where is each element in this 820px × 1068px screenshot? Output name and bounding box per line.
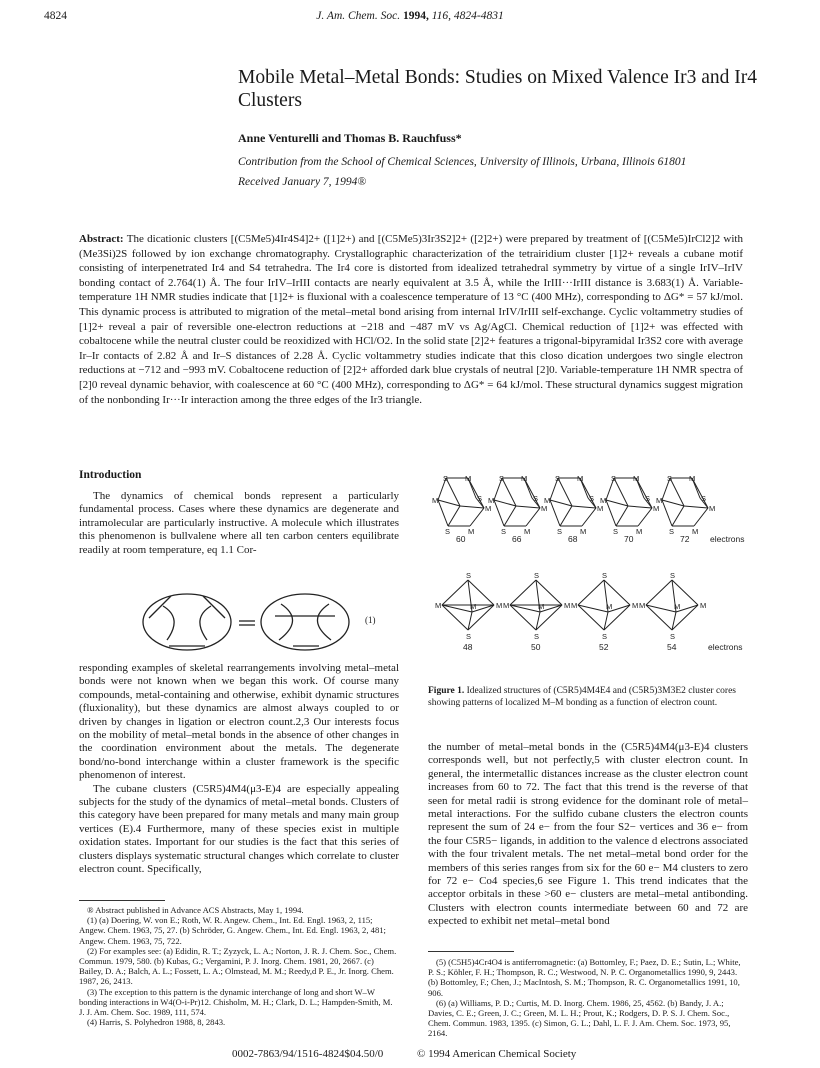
cubane-edge — [672, 506, 684, 526]
cubane-edge — [438, 500, 460, 506]
introduction-heading: Introduction — [79, 469, 142, 481]
footnote-rule-left — [79, 900, 165, 901]
cubane-edge — [606, 500, 616, 526]
atom-label-metal: M — [465, 474, 472, 483]
figure-1-label: Figure 1. — [428, 686, 465, 696]
atom-label-sulfur: S — [669, 527, 675, 536]
electron-count-label: 66 — [512, 534, 522, 544]
issn-code: 0002-7863/94/1516-4824$04.50/0 — [232, 1048, 384, 1060]
electron-count-label: 68 — [568, 534, 578, 544]
bipyramid-edge — [646, 605, 672, 630]
cubane-edge — [550, 500, 572, 506]
atom-label-metal: M — [709, 504, 716, 513]
cubane-edge — [662, 500, 684, 506]
atom-label-metal: M — [496, 601, 503, 610]
atom-label-sulfur: S — [667, 474, 673, 483]
atom-label-sulfur: S — [701, 494, 707, 503]
bipyramid-edge — [510, 605, 536, 630]
bullvalene-left-bond-1 — [163, 606, 174, 640]
cubane-edge — [448, 506, 460, 526]
footnote: (1) (a) Doering, W. von E.; Roth, W. R. Angew. Chem., Int. Ed. Engl. 1963, 2, 115; Angew. Chem. 1963, 75, 27. (b) Schröder, G. Angew. Chem., Int. Ed. Engl. 1963, 2, 481; Angew. Chem. 1963, 75, 722. — [79, 915, 386, 946]
atom-label-sulfur: S — [501, 527, 507, 536]
atom-label-metal: M — [689, 474, 696, 483]
electron-count-label: 50 — [531, 642, 541, 652]
cubane-edge — [438, 500, 448, 526]
electron-count-label: 72 — [680, 534, 690, 544]
cubane-edge — [494, 500, 516, 506]
atom-label-sulfur: S — [589, 494, 595, 503]
cubane-edge — [616, 506, 628, 526]
atom-label-sulfur: S — [477, 494, 483, 503]
footnote: (5) (C5H5)4Cr4O4 is antiferromagnetic: (a) Bottomley, F.; Paez, D. E.; Sutin, L.; White, P. S.; Köhler, F. H.; Thompson, R. C.; Westwood, N. P. C. Organometallics 1990, 9, 2443. (b) Bottomley, F.; Chen, J.; MacIntosh, S. M.; Thompson, R. C. Organometallics 1991, 10, 906. — [428, 957, 741, 998]
cubane-edge — [662, 500, 672, 526]
atom-label-metal: M — [633, 474, 640, 483]
cubane-edge — [550, 500, 560, 526]
page-number: 4824 — [44, 10, 67, 22]
bipyramid-edge — [578, 605, 604, 630]
electron-unit-label: electrons — [710, 534, 745, 544]
journal-volume: 116, — [431, 10, 451, 22]
journal-reference: J. Am. Chem. Soc. 1994, 116, 4824-4831 — [316, 10, 504, 22]
bullvalene-left-bond-2 — [200, 606, 211, 640]
atom-label-sulfur: S — [533, 494, 539, 503]
journal-year: 1994, — [402, 10, 429, 22]
atom-label-sulfur: S — [645, 494, 651, 503]
equation-1 — [79, 588, 399, 656]
bipyramid-edge — [510, 580, 536, 605]
received-date: Received January 7, 1994® — [238, 176, 367, 188]
cubane-edge — [628, 506, 652, 508]
cubane-edge — [526, 508, 540, 526]
atom-label-metal: M — [524, 527, 531, 536]
article-affiliation: Contribution from the School of Chemical Sciences, University of Illinois, Urbana, Illinois 61801 — [238, 156, 687, 168]
footnote: (2) For examples see: (a) Edidin, R. T.; Zyzyck, L. A.; Norton, J. R. J. Chem. Soc., Chem. Commun. 1979, 580. (b) Kubas, G.; Vergamini, P. J. Inorg. Chem. 1981, 20, 2667. (c) Bailey, D. A.; Balch, A. L.; Fossett, L. A.; Olmstead, M. M.; Reedy,d P. E., Jr. Inorg. Chem. 1987, 26, 2413. — [79, 945, 397, 987]
atom-label-metal: M — [700, 601, 707, 610]
atom-label-metal: M — [538, 602, 545, 611]
atom-label-sulfur: S — [555, 474, 561, 483]
atom-label-sulfur: S — [611, 474, 617, 483]
cubane-edge — [638, 508, 652, 526]
cubane-edge — [516, 506, 540, 508]
atom-label-sulfur: S — [602, 571, 608, 580]
intro-paragraph-3: The cubane clusters (C5R5)4M4(μ3-E)4 are especially appealing subjects for the study of the dynamics of metal–metal bonds. Clusters of this category have been prepared for many metals and many main group vertices (E).4 Furthermore, many of these species exist in multiple oxidation states. Important for our studies is the fact that this series of clusters displays systematic structural changes which correlate to cluster electron count. Specifically, — [79, 782, 399, 876]
electron-count-label: 70 — [624, 534, 634, 544]
electron-count-label: 48 — [463, 642, 473, 652]
page-footer — [0, 1048, 820, 1064]
atom-label-metal: M — [580, 527, 587, 536]
atom-label-metal: M — [470, 602, 477, 611]
bipyramid-edge — [646, 605, 676, 612]
cubane-edge — [470, 508, 484, 526]
electron-count-label: 54 — [667, 642, 677, 652]
intro-paragraph-4: the number of metal–metal bonds in the (C5R5)4M4(μ3-E)4 clusters corresponds well, but not perfectly,5 with cluster electron count. In general, the intermetallic distances increase as the cluster electron count increases from 60 to 72. The fact that this trend is the reverse of that seen for metal radii is strong evidence for the dominant role of metal–metal interactions. For the sulfido cubane clusters the electron counts represent the sum of 24 e− from the four S2− vertices and 36 e− from the four C5R5− ligands, in addition to the valence d electrons associated with the four trivalent metals. The net metal–metal bond order for the members of this series ranges from six for the 60 e− M4 clusters to zero for 72 e− Co4 species,6 see Figure 1. This trend indicates that the acceptor orbitals in these >60 e− clusters are metal–metal antibonding. Clusters with electron counts intermediate between 60 and 72 are expected to exhibit net metal–metal bond — [428, 741, 748, 928]
atom-label-metal: M — [606, 602, 613, 611]
cubane-edge — [446, 478, 460, 506]
bullvalene-left-outline — [143, 594, 231, 650]
cubane-edge — [582, 508, 596, 526]
atom-label-metal: M — [692, 527, 699, 536]
copyright-notice: © 1994 American Chemical Society — [417, 1048, 577, 1060]
atom-label-metal: M — [653, 504, 660, 513]
intro-paragraph-2: responding examples of skeletal rearrangements involving metal–metal bonds were not known when we began this work. Of course many compounds, metal-containing and otherwise, exhibit dynamic structures (fluxionality), but these dynamics are almost always coupled to or driven by changes in ligation or electron count.2,3 Our interests focus on the mobility of metal–metal bonds in the absence of other changes in the coordination environment about the metals. The degenerate bond/no-bond interchange within a cluster framework is the specific phenomenon of interest. The cubane clusters (C5R5)4M4(μ3-E)4 are especially appealing subjects for the study of the dynamics of metal–metal bonds. Clusters of this category have been prepared for many metals and many main group vertices (E).4 Furthermore, many of these species exist in multiple oxidation states. Important for our studies is the fact that this series of clusters displays systematic structural changes which correlate to cluster electron count. Specifically, — [79, 662, 399, 876]
atom-label-metal: M — [571, 601, 578, 610]
atom-label-sulfur: S — [499, 474, 505, 483]
cubane-edge — [694, 508, 708, 526]
cubane-edge — [572, 506, 596, 508]
intro-paragraph-1: The dynamics of chemical bonds represent a particularly fundamental process. Cases where these dynamics are degenerate and intramolecular are particularly instructive. A molecule which illustrates this phenomenon is bullvalene where all ten carbon centers equilibrate readily at room temperature, eq 1.1 Cor- — [79, 490, 399, 556]
atom-label-metal: M — [656, 496, 663, 505]
atom-label-sulfur: S — [466, 632, 472, 641]
bipyramid-edge — [510, 605, 540, 612]
atom-label-metal: M — [636, 527, 643, 536]
atom-label-metal: M — [432, 496, 439, 505]
article-authors: Anne Venturelli and Thomas B. Rauchfuss* — [238, 131, 462, 145]
figure-1 — [428, 468, 748, 668]
journal-pages: 4824-4831 — [453, 10, 504, 22]
abstract-text: The dicationic clusters [(C5Me5)4Ir4S4]2+ ([1]2+) and [(C5Me5)3Ir3S2]2+ ([2]2+) were prepared by treatment of [(C5Me5)IrCl2]2 with (Me3Si)2S followed by ion exchange chromatography. Crystallographic characterization of the tetrairidium cluster [1]2+ reveals a cubane motif consisting of interpenetrated Ir4 and S4 tetrahedra. The Ir4 core is distorted from idealized tetrahedral symmetry by virtue of a single IrIV–IrIV bonding contact of 2.764(1) Å. The four IrIV–IrIII contacts are nearly equivalent at 3.5 Å, while the IrIII···IrIII distance is 3.683(1) Å. Variable-temperature 1H NMR studies indicate that [1]2+ is fluxional with a coalescence temperature of 13 °C (400 MHz), corresponding to ΔG* = 57 kJ/mol. This dynamic process is attributed to migration of the metal–metal bond arising from internal IrIV/IrIII self-exchange. Cyclic voltammetry studies of [1]2+ reveal a pair of reversible one-electron reductions at −218 and −487 mV vs Ag/AgCl. Chemical reduction of [1]2+ was effected with cobaltocene while the neutral cluster could be reoxidized with HCl/O2. In the solid state [2]2+ features a trigonal-bipyramidal Ir3S2 core with average Ir–Ir contacts of 2.82 Å and Ir–S distances of 2.28 Å. Cyclic voltammetry studies indicate that this closo dication undergoes two single electron reductions at −712 and −993 mV. Cobaltocene reduction of [2]2+ afforded dark blue crystals of neutral [2]0. Variable-temperature 1H NMR spectra of [2]0 reveal dynamic behavior, with coalescence at 60 °C (400 MHz), corresponding to ΔG* = 64 kJ/mol. These structural dynamics suggest migration of the nonbonding Ir···Ir interaction among the three edges of the Ir3 triangle. — [79, 233, 743, 406]
atom-label-metal: M — [577, 474, 584, 483]
atom-label-sulfur: S — [602, 632, 608, 641]
atom-label-sulfur: S — [670, 632, 676, 641]
atom-label-metal: M — [639, 601, 646, 610]
bipyramid-edge — [578, 605, 608, 612]
atom-label-metal: M — [488, 496, 495, 505]
atom-label-metal: M — [597, 504, 604, 513]
cubane-edge — [684, 506, 708, 508]
bipyramid-edge — [442, 580, 468, 605]
atom-label-metal: M — [521, 474, 528, 483]
cubane-edge — [558, 478, 572, 506]
equation-number: (1) — [365, 615, 376, 625]
cubane-edge — [614, 478, 628, 506]
bullvalene-right-bond-2 — [317, 604, 331, 640]
atom-label-metal: M — [468, 527, 475, 536]
figure-1-caption — [428, 686, 748, 709]
cubane-edge — [560, 506, 572, 526]
atom-label-metal: M — [600, 496, 607, 505]
cluster-structures-diagram — [428, 468, 748, 678]
cubane-edge — [494, 500, 504, 526]
abstract-label: Abstract: — [79, 233, 124, 245]
figure-1-caption-text: Idealized structures of (C5R5)4M4E4 and (C5R5)3M3E2 cluster cores showing patterns of localized M–M bonding as a function of electron count. — [428, 686, 736, 708]
electron-count-label: 60 — [456, 534, 466, 544]
footnote-rule-right — [428, 951, 514, 952]
atom-label-sulfur: S — [443, 474, 449, 483]
atom-label-metal: M — [632, 601, 639, 610]
atom-label-sulfur: S — [534, 571, 540, 580]
footnotes-right — [428, 957, 748, 1039]
atom-label-sulfur: S — [670, 571, 676, 580]
atom-label-sulfur: S — [445, 527, 451, 536]
atom-label-metal: M — [564, 601, 571, 610]
atom-label-sulfur: S — [613, 527, 619, 536]
bipyramid-edge — [442, 605, 472, 612]
electron-count-label: 52 — [599, 642, 609, 652]
footnote: (4) Harris, S. Polyhedron 1988, 8, 2843. — [87, 1017, 226, 1028]
cubane-edge — [504, 506, 516, 526]
footnote: ® Abstract published in Advance ACS Abstracts, May 1, 1994. — [87, 905, 304, 915]
atom-label-metal: M — [541, 504, 548, 513]
electron-unit-label: electrons — [708, 642, 743, 652]
atom-label-metal: M — [674, 602, 681, 611]
abstract — [79, 232, 743, 407]
atom-label-metal: M — [485, 504, 492, 513]
cubane-edge — [460, 506, 484, 508]
atom-label-metal: M — [435, 601, 442, 610]
running-header — [44, 10, 776, 28]
bullvalene-right-outline — [261, 594, 349, 650]
atom-label-sulfur: S — [534, 632, 540, 641]
article-title: Mobile Metal–Metal Bonds: Studies on Mixed Valence Ir3 and Ir4 Clusters — [238, 67, 758, 111]
cubane-edge — [502, 478, 516, 506]
cubane-edge — [670, 478, 684, 506]
bullvalene-equation-diagram — [79, 588, 399, 656]
bipyramid-edge — [442, 605, 468, 630]
bipyramid-edge — [578, 580, 604, 605]
atom-label-metal: M — [503, 601, 510, 610]
atom-label-metal: M — [544, 496, 551, 505]
atom-label-sulfur: S — [466, 571, 472, 580]
footnote: (3) The exception to this pattern is the dynamic interchange of long and short W–W bonding interactions in W4(O-i-Pr)12. Chisholm, M. H.; Clark, D. L.; Hampden-Smith, M. J. J. Am. Chem. Soc. 1989, 111, 574. — [79, 986, 393, 1018]
cubane-edge — [606, 500, 628, 506]
footnote: (6) (a) Williams, P. D.; Curtis, M. D. Inorg. Chem. 1986, 25, 4562. (b) Bandy, J. A.; Davies, C. E.; Green, J. C.; Green, M. L. H.; Prout, K.; Rodgers, D. P. S. J. Chem. Soc., Chem. Commun. 1983, 1395. (c) Simon, G. L.; Dahl, L. F. J. Am. Chem. Soc. 1973, 95, 2164. — [428, 997, 731, 1039]
footnotes-left — [79, 905, 399, 1027]
bullvalene-right-bond-1 — [279, 604, 293, 640]
atom-label-sulfur: S — [557, 527, 563, 536]
bipyramid-edge — [646, 580, 672, 605]
